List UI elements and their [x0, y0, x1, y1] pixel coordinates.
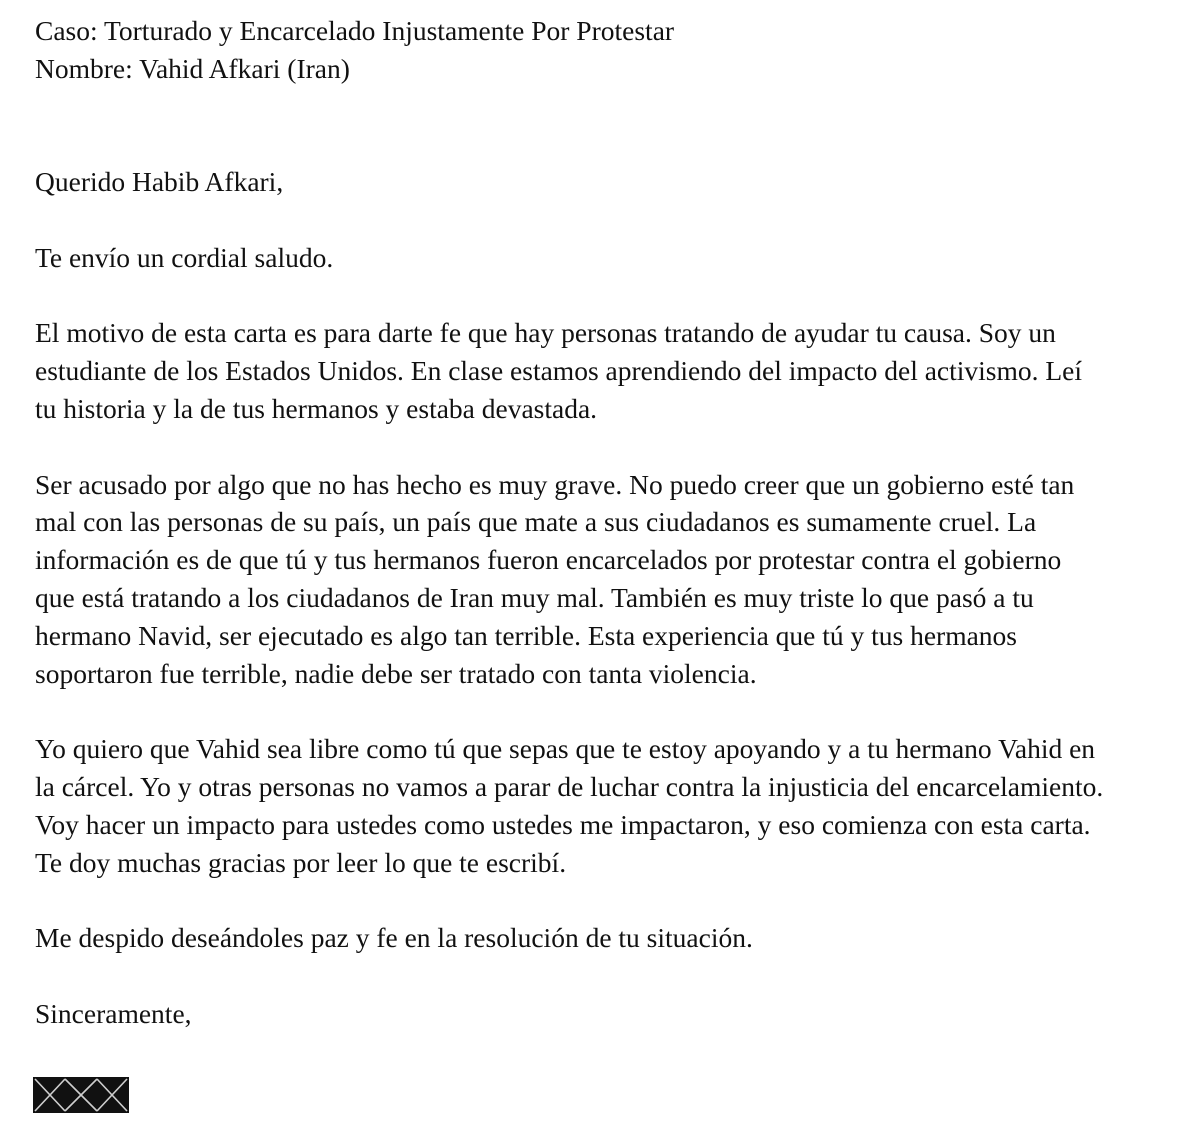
- paragraph-line: Te doy muchas gracias por leer lo que te escribí.: [35, 846, 567, 878]
- case-title: Caso: Torturado y Encarcelado Injustamente Por Protestar: [35, 15, 675, 46]
- redacted-signature-icon: [33, 1077, 129, 1113]
- spacer: [35, 692, 1175, 730]
- prisoner-name: Nombre: Vahid Afkari (Iran): [35, 52, 350, 84]
- paragraph-line: soportaron fue terrible, nadie debe ser tratado con tanta violencia.: [35, 657, 757, 689]
- paragraph-line: El motivo de esta carta es para darte fe que hay personas tratando de ayudar tu causa. Soy un: [35, 317, 1056, 349]
- paragraph-line: Ser acusado por algo que no has hecho es muy grave. No puedo creer que un gobierno esté tan: [35, 468, 1075, 500]
- spacer: [35, 881, 1175, 919]
- salutation: Querido Habib Afkari,: [35, 166, 284, 198]
- spacer: [35, 277, 1175, 315]
- spacer: [35, 201, 1175, 239]
- paragraph-line: que está tratando a los ciudadanos de Iran muy mal. También es muy triste lo que pasó a tu: [35, 581, 1034, 613]
- greeting: Te envío un cordial saludo.: [35, 241, 334, 273]
- closing-wish: Me despido deseándoles paz y fe en la resolución de tu situación.: [35, 922, 753, 954]
- spacer: [35, 428, 1175, 466]
- paragraph-line: hermano Navid, ser ejecutado es algo tan terrible. Esta experiencia que tú y tus hermanos: [35, 619, 1017, 651]
- paragraph-line: tu historia y la de tus hermanos y estaba devastada.: [35, 392, 598, 424]
- sign-off: Sinceramente,: [35, 997, 192, 1029]
- letter-document: [35, 12, 1175, 1033]
- paragraph-line: la cárcel. Yo y otras personas no vamos a parar de luchar contra la injusticia del encarcelamiento.: [35, 770, 1104, 802]
- paragraph-line: Yo quiero que Vahid sea libre como tú que sepas que te estoy apoyando y a tu hermano Vahid en: [35, 733, 1096, 765]
- paragraph-purpose: [35, 314, 1175, 427]
- paragraph-line: Voy hacer un impacto para ustedes como ustedes me impactaron, y eso comienza con esta carta.: [35, 808, 1091, 840]
- paragraph-line: mal con las personas de su país, un país que mate a sus ciudadanos es sumamente cruel. La: [35, 506, 1037, 538]
- spacer: [35, 88, 1175, 164]
- paragraph-line: estudiante de los Estados Unidos. En clase estamos aprendiendo del impacto del activismo. Leí: [35, 355, 1083, 387]
- paragraph-line: información es de que tú y tus hermanos fueron encarcelados por protestar contra el gobierno: [35, 544, 1062, 576]
- spacer: [35, 957, 1175, 995]
- paragraph-injustice: [35, 466, 1175, 693]
- paragraph-support: [35, 730, 1175, 881]
